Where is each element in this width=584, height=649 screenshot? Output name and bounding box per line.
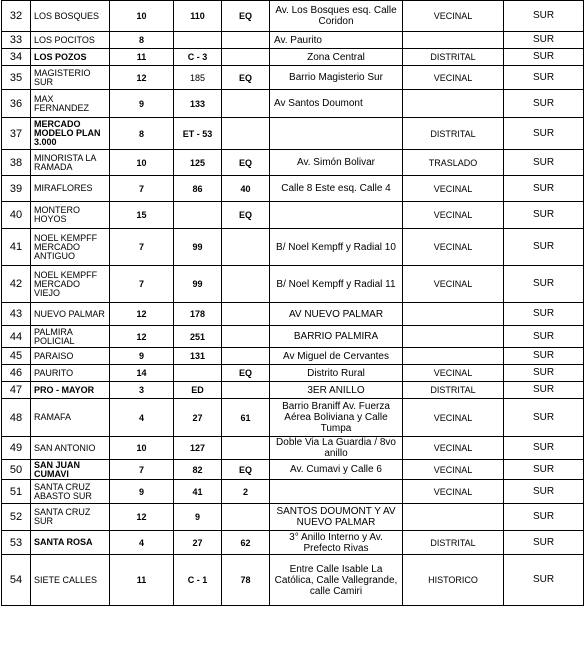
table-row xyxy=(2,382,584,399)
address-cell xyxy=(270,480,403,504)
type-cell: HISTORICO xyxy=(403,555,504,606)
zone-cell: SUR xyxy=(504,49,584,66)
district-cell: 7 xyxy=(110,176,174,202)
row-number: 38 xyxy=(2,150,31,176)
uv-cell: ET - 53 xyxy=(174,118,222,150)
uv-cell: 41 xyxy=(174,480,222,504)
row-number: 34 xyxy=(2,49,31,66)
type-cell xyxy=(403,90,504,118)
type-cell xyxy=(403,348,504,365)
uv-cell: ED xyxy=(174,382,222,399)
table-row xyxy=(2,176,584,202)
market-name: NUEVO PALMAR xyxy=(31,303,110,326)
market-name: LOS POZOS xyxy=(31,49,110,66)
market-name: PARAISO xyxy=(31,348,110,365)
block-cell xyxy=(222,266,270,303)
address-cell: Entre Calle Isable La Católica, Calle Vallegrande, calle Camiri xyxy=(270,555,403,606)
district-cell: 12 xyxy=(110,504,174,531)
address-cell: Barrio Braniff Av. Fuerza Aérea Boliviana y Calle Tumpa xyxy=(270,399,403,437)
table-row xyxy=(2,531,584,555)
uv-cell: 131 xyxy=(174,348,222,365)
address-cell: Zona Central xyxy=(270,49,403,66)
block-cell xyxy=(222,303,270,326)
table-body xyxy=(2,1,584,606)
row-number: 54 xyxy=(2,555,31,606)
uv-cell: 9 xyxy=(174,504,222,531)
zone-cell: SUR xyxy=(504,504,584,531)
block-cell xyxy=(222,118,270,150)
row-number: 41 xyxy=(2,229,31,266)
type-cell: VECINAL xyxy=(403,66,504,90)
district-cell: 9 xyxy=(110,480,174,504)
zone-cell: SUR xyxy=(504,460,584,480)
uv-cell: 27 xyxy=(174,531,222,555)
block-cell xyxy=(222,382,270,399)
address-cell xyxy=(270,202,403,229)
zone-cell: SUR xyxy=(504,531,584,555)
zone-cell: SUR xyxy=(504,399,584,437)
type-cell: VECINAL xyxy=(403,365,504,382)
block-cell: EQ xyxy=(222,460,270,480)
type-cell: VECINAL xyxy=(403,202,504,229)
address-cell: 3ER ANILLO xyxy=(270,382,403,399)
table-row xyxy=(2,460,584,480)
zone-cell: SUR xyxy=(504,348,584,365)
district-cell: 7 xyxy=(110,229,174,266)
zone-cell: SUR xyxy=(504,1,584,32)
market-name: PAURITO xyxy=(31,365,110,382)
uv-cell: 125 xyxy=(174,150,222,176)
market-name: SANTA ROSA xyxy=(31,531,110,555)
block-cell: 78 xyxy=(222,555,270,606)
table-row xyxy=(2,118,584,150)
district-cell: 15 xyxy=(110,202,174,229)
district-cell: 8 xyxy=(110,118,174,150)
zone-cell: SUR xyxy=(504,118,584,150)
row-number: 46 xyxy=(2,365,31,382)
uv-cell xyxy=(174,202,222,229)
uv-cell: 99 xyxy=(174,229,222,266)
row-number: 49 xyxy=(2,437,31,460)
block-cell: EQ xyxy=(222,66,270,90)
market-name: NOEL KEMPFF MERCADO ANTIGUO xyxy=(31,229,110,266)
type-cell xyxy=(403,303,504,326)
uv-cell: 127 xyxy=(174,437,222,460)
table-row xyxy=(2,504,584,531)
block-cell: EQ xyxy=(222,150,270,176)
uv-cell: 133 xyxy=(174,90,222,118)
type-cell: DISTRITAL xyxy=(403,531,504,555)
market-name: SANTA CRUZ ABASTO SUR xyxy=(31,480,110,504)
row-number: 35 xyxy=(2,66,31,90)
district-cell: 4 xyxy=(110,531,174,555)
block-cell: EQ xyxy=(222,202,270,229)
market-name: SANTA CRUZ SUR xyxy=(31,504,110,531)
type-cell: VECINAL xyxy=(403,460,504,480)
zone-cell: SUR xyxy=(504,266,584,303)
uv-cell: 185 xyxy=(174,66,222,90)
uv-cell: 27 xyxy=(174,399,222,437)
market-name: SAN ANTONIO xyxy=(31,437,110,460)
row-number: 40 xyxy=(2,202,31,229)
table-row xyxy=(2,32,584,49)
uv-cell: C - 1 xyxy=(174,555,222,606)
district-cell: 9 xyxy=(110,90,174,118)
district-cell: 11 xyxy=(110,49,174,66)
uv-cell: C - 3 xyxy=(174,49,222,66)
market-name: MAX FERNANDEZ xyxy=(31,90,110,118)
row-number: 43 xyxy=(2,303,31,326)
zone-cell: SUR xyxy=(504,555,584,606)
type-cell: VECINAL xyxy=(403,229,504,266)
table-row xyxy=(2,229,584,266)
type-cell xyxy=(403,504,504,531)
uv-cell xyxy=(174,365,222,382)
district-cell: 8 xyxy=(110,32,174,49)
market-name: MINORISTA LA RAMADA xyxy=(31,150,110,176)
market-name: MIRAFLORES xyxy=(31,176,110,202)
uv-cell: 110 xyxy=(174,1,222,32)
market-name: LOS POCITOS xyxy=(31,32,110,49)
row-number: 51 xyxy=(2,480,31,504)
district-cell: 4 xyxy=(110,399,174,437)
uv-cell: 86 xyxy=(174,176,222,202)
block-cell xyxy=(222,326,270,348)
table-row xyxy=(2,150,584,176)
district-cell: 9 xyxy=(110,348,174,365)
block-cell xyxy=(222,90,270,118)
table-row xyxy=(2,202,584,229)
block-cell: 61 xyxy=(222,399,270,437)
address-cell: AV NUEVO PALMAR xyxy=(270,303,403,326)
address-cell: Calle 8 Este esq. Calle 4 xyxy=(270,176,403,202)
zone-cell: SUR xyxy=(504,326,584,348)
table-row xyxy=(2,49,584,66)
zone-cell: SUR xyxy=(504,150,584,176)
address-cell xyxy=(270,118,403,150)
table-row xyxy=(2,326,584,348)
block-cell xyxy=(222,348,270,365)
type-cell: DISTRITAL xyxy=(403,382,504,399)
zone-cell: SUR xyxy=(504,480,584,504)
address-cell: B/ Noel Kempff y Radial 11 xyxy=(270,266,403,303)
district-cell: 10 xyxy=(110,150,174,176)
district-cell: 14 xyxy=(110,365,174,382)
row-number: 45 xyxy=(2,348,31,365)
table-row xyxy=(2,90,584,118)
uv-cell: 251 xyxy=(174,326,222,348)
row-number: 44 xyxy=(2,326,31,348)
block-cell xyxy=(222,437,270,460)
address-cell: BARRIO PALMIRA xyxy=(270,326,403,348)
type-cell: VECINAL xyxy=(403,399,504,437)
market-name: PALMIRA POLICIAL xyxy=(31,326,110,348)
uv-cell: 82 xyxy=(174,460,222,480)
table-row xyxy=(2,437,584,460)
market-name: RAMAFA xyxy=(31,399,110,437)
district-cell: 10 xyxy=(110,437,174,460)
zone-cell: SUR xyxy=(504,382,584,399)
market-name: SIETE CALLES xyxy=(31,555,110,606)
zone-cell: SUR xyxy=(504,365,584,382)
address-cell: Av. Paurito xyxy=(270,32,403,49)
district-cell: 7 xyxy=(110,266,174,303)
type-cell: VECINAL xyxy=(403,480,504,504)
block-cell: EQ xyxy=(222,365,270,382)
row-number: 47 xyxy=(2,382,31,399)
block-cell xyxy=(222,504,270,531)
zone-cell: SUR xyxy=(504,66,584,90)
address-cell: Doble Via La Guardia / 8vo anillo xyxy=(270,437,403,460)
type-cell: DISTRITAL xyxy=(403,49,504,66)
markets-table xyxy=(1,0,584,606)
zone-cell: SUR xyxy=(504,229,584,266)
uv-cell: 178 xyxy=(174,303,222,326)
market-name: MERCADO MODELO PLAN 3.000 xyxy=(31,118,110,150)
row-number: 32 xyxy=(2,1,31,32)
type-cell: VECINAL xyxy=(403,437,504,460)
table-row xyxy=(2,66,584,90)
row-number: 36 xyxy=(2,90,31,118)
zone-cell: SUR xyxy=(504,202,584,229)
block-cell xyxy=(222,229,270,266)
market-name: NOEL KEMPFF MERCADO VIEJO xyxy=(31,266,110,303)
type-cell: VECINAL xyxy=(403,1,504,32)
district-cell: 12 xyxy=(110,303,174,326)
row-number: 48 xyxy=(2,399,31,437)
row-number: 52 xyxy=(2,504,31,531)
row-number: 42 xyxy=(2,266,31,303)
address-cell: Av. Cumavi y Calle 6 xyxy=(270,460,403,480)
block-cell xyxy=(222,32,270,49)
block-cell xyxy=(222,49,270,66)
market-name: MAGISTERIO SUR xyxy=(31,66,110,90)
address-cell: B/ Noel Kempff y Radial 10 xyxy=(270,229,403,266)
row-number: 39 xyxy=(2,176,31,202)
row-number: 37 xyxy=(2,118,31,150)
table-row xyxy=(2,555,584,606)
zone-cell: SUR xyxy=(504,303,584,326)
table-row xyxy=(2,365,584,382)
address-cell: Av. Simón Bolivar xyxy=(270,150,403,176)
zone-cell: SUR xyxy=(504,176,584,202)
district-cell: 3 xyxy=(110,382,174,399)
district-cell: 7 xyxy=(110,460,174,480)
type-cell xyxy=(403,326,504,348)
address-cell: Av. Los Bosques esq. Calle Coridon xyxy=(270,1,403,32)
address-cell: Av Santos Doumont xyxy=(270,90,403,118)
market-name: SAN JUAN CUMAVI xyxy=(31,460,110,480)
uv-cell: 99 xyxy=(174,266,222,303)
type-cell: TRASLADO xyxy=(403,150,504,176)
address-cell: Distrito Rural xyxy=(270,365,403,382)
zone-cell: SUR xyxy=(504,90,584,118)
market-name: LOS BOSQUES xyxy=(31,1,110,32)
address-cell: SANTOS DOUMONT Y AV NUEVO PALMAR xyxy=(270,504,403,531)
row-number: 33 xyxy=(2,32,31,49)
zone-cell: SUR xyxy=(504,32,584,49)
block-cell: 2 xyxy=(222,480,270,504)
row-number: 50 xyxy=(2,460,31,480)
type-cell: DISTRITAL xyxy=(403,118,504,150)
zone-cell: SUR xyxy=(504,437,584,460)
market-name: PRO - MAYOR xyxy=(31,382,110,399)
address-cell: Barrio Magisterio Sur xyxy=(270,66,403,90)
table-row xyxy=(2,480,584,504)
district-cell: 12 xyxy=(110,326,174,348)
address-cell: 3° Anillo Interno y Av. Prefecto Rivas xyxy=(270,531,403,555)
district-cell: 10 xyxy=(110,1,174,32)
block-cell: EQ xyxy=(222,1,270,32)
table-row xyxy=(2,348,584,365)
type-cell: VECINAL xyxy=(403,176,504,202)
block-cell: 40 xyxy=(222,176,270,202)
address-cell: Av Miguel de Cervantes xyxy=(270,348,403,365)
row-number: 53 xyxy=(2,531,31,555)
block-cell: 62 xyxy=(222,531,270,555)
table-row xyxy=(2,303,584,326)
table-row xyxy=(2,1,584,32)
type-cell: VECINAL xyxy=(403,266,504,303)
table-row xyxy=(2,266,584,303)
market-name: MONTERO HOYOS xyxy=(31,202,110,229)
district-cell: 11 xyxy=(110,555,174,606)
district-cell: 12 xyxy=(110,66,174,90)
uv-cell xyxy=(174,32,222,49)
table-row xyxy=(2,399,584,437)
type-cell xyxy=(403,32,504,49)
